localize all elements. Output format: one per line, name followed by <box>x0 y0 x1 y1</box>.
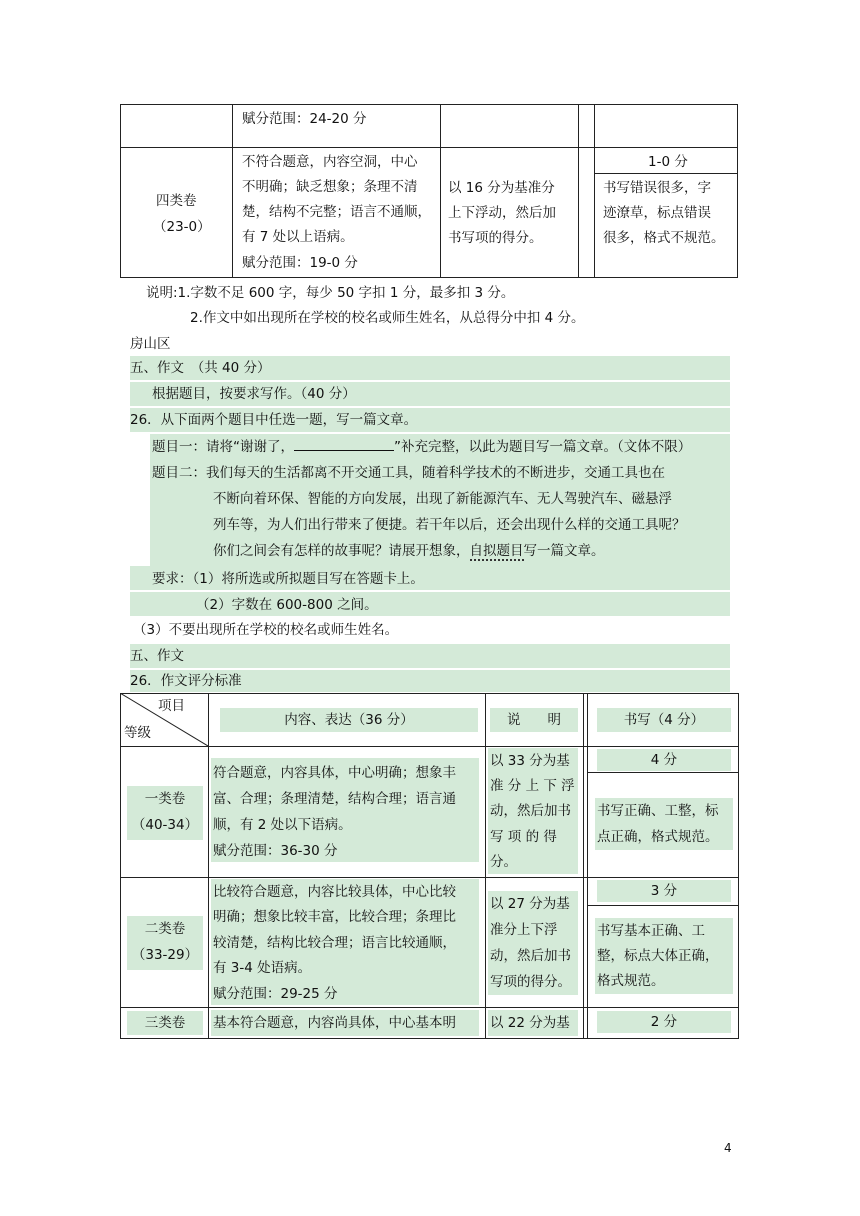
grade-range: （33-29） <box>131 947 199 963</box>
writing-line: 整，标点大体正确， <box>597 948 719 964</box>
section-title-2: 五、作文 <box>130 648 184 664</box>
district-name: 房山区 <box>130 336 171 352</box>
note-line: 写 项 的 得 <box>490 829 557 845</box>
note-line: 准 分 上 下 浮 <box>490 778 575 794</box>
content-line: 有 7 处以上语病。 <box>242 229 354 245</box>
topic-2-line: 题目二：我们每天的生活都离不开交通工具，随着科学技术的不断进步，交通工具也在 <box>152 465 665 481</box>
header-note: 说 明 <box>507 712 561 728</box>
topic-2-line: 列车等，为人们出行带来了便捷。若干年以后，还会出现什么样的交通工具呢？ <box>213 517 686 533</box>
content-line: 富、合理；条理清楚，结构合理；语言通 <box>213 791 456 807</box>
content-line: 基本符合题意，内容尚具体，中心基本明 <box>213 1015 456 1031</box>
grade-label: 四类卷 <box>156 193 197 209</box>
grade-range: （23-0） <box>153 219 211 235</box>
content-line: 赋分范围：19-0 分 <box>242 255 358 271</box>
content-line: 赋分范围：36-30 分 <box>213 843 338 859</box>
header-grade: 等级 <box>124 725 151 741</box>
note-line: 分。 <box>490 854 517 870</box>
fill-blank <box>294 436 394 451</box>
highlight-band <box>130 644 730 668</box>
content-line: 有 3-4 处语病。 <box>213 960 312 976</box>
content-line: 楚，结构不完整；语言不通顺， <box>242 204 431 220</box>
note-line: 动，然后加书 <box>490 948 571 964</box>
note-line: 准分上下浮 <box>490 922 558 938</box>
note-line: 以 22 分为基 <box>490 1015 570 1031</box>
writing-line: 迹潦草，标点错误 <box>603 205 711 221</box>
content-line: 不符合题意，内容空洞，中心 <box>242 154 418 170</box>
instruction: 根据题目，按要求写作。（40 分） <box>152 386 356 402</box>
emphasis-text: 自拟题目 <box>469 543 524 559</box>
header-item: 项目 <box>158 698 185 714</box>
content-line: 顺，有 2 处以下语病。 <box>213 817 352 833</box>
writing-line: 书写基本正确、工 <box>597 923 705 939</box>
score-label: 4 分 <box>650 752 678 768</box>
content-line: 符合题意，内容具体，中心明确；想象丰 <box>213 765 456 781</box>
question-26: 26．从下面两个题目中任选一题，写一篇文章。 <box>130 412 418 428</box>
range-text: 赋分范围：24-20 分 <box>242 111 367 127</box>
topic-1: 题目一：请将“谢谢了， ”补充完整，以此为题目写一篇文章。（文体不限） <box>152 436 691 458</box>
score-label: 2 分 <box>650 1014 678 1030</box>
note-line: 以 33 分为基 <box>490 753 570 769</box>
writing-line: 格式规范。 <box>597 973 665 989</box>
note-line: 动，然后加书 <box>490 803 571 819</box>
header-writing: 书写（4 分） <box>623 712 705 728</box>
note-line: 以 27 分为基 <box>490 896 570 912</box>
content-line: 明确；想象比较丰富，比较合理；条理比 <box>213 909 456 925</box>
requirement-2: （2）字数在 600-800 之间。 <box>196 597 378 613</box>
note-line: 以 16 分为基准分 <box>448 180 555 196</box>
writing-line: 点正确，格式规范。 <box>597 829 719 845</box>
topic-2-line: 你们之间会有怎样的故事呢？请展开想象，自拟题目写一篇文章。 <box>213 543 605 559</box>
grade-label: 一类卷 <box>144 791 186 807</box>
requirement-3: （3）不要出现所在学校的校名或师生姓名。 <box>133 622 399 638</box>
note-2: 2.作文中如出现所在学校的校名或师生姓名，从总得分中扣 4 分。 <box>190 310 585 326</box>
score-label: 1-0 分 <box>648 154 688 170</box>
content-line: 较清楚，结构比较合理；语言比较通顺， <box>213 935 456 951</box>
writing-line: 很多，格式不规范。 <box>603 230 725 246</box>
score-label: 3 分 <box>650 883 678 899</box>
grade-range: （40-34） <box>131 817 199 833</box>
requirement-1: 要求：（1）将所选或所拟题目写在答题卡上。 <box>152 571 424 587</box>
content-line: 比较符合题意，内容比较具体，中心比较 <box>213 884 456 900</box>
note-line: 书写项的得分。 <box>448 230 543 246</box>
grade-label: 三类卷 <box>144 1015 186 1031</box>
note-line: 上下浮动，然后加 <box>448 205 556 221</box>
writing-line: 书写正确、工整，标 <box>597 803 719 819</box>
content-line: 不明确；缺乏想象；条理不清 <box>242 179 418 195</box>
page-number: 4 <box>724 1141 732 1155</box>
section-title: 五、作文 （共 40 分） <box>130 360 271 376</box>
note-1: 说明:1.字数不足 600 字，每少 50 字扣 1 分，最多扣 3 分。 <box>146 285 515 301</box>
scoring-standard-title: 26．作文评分标准 <box>130 673 242 689</box>
topic-2-line: 不断向着环保、智能的方向发展，出现了新能源汽车、无人驾驶汽车、磁悬浮 <box>213 491 672 507</box>
writing-line: 书写错误很多，字 <box>603 180 711 196</box>
content-line: 赋分范围：29-25 分 <box>213 986 338 1002</box>
header-content: 内容、表达（36 分） <box>284 712 414 728</box>
note-line: 写项的得分。 <box>490 974 571 990</box>
grade-label: 二类卷 <box>144 921 186 937</box>
